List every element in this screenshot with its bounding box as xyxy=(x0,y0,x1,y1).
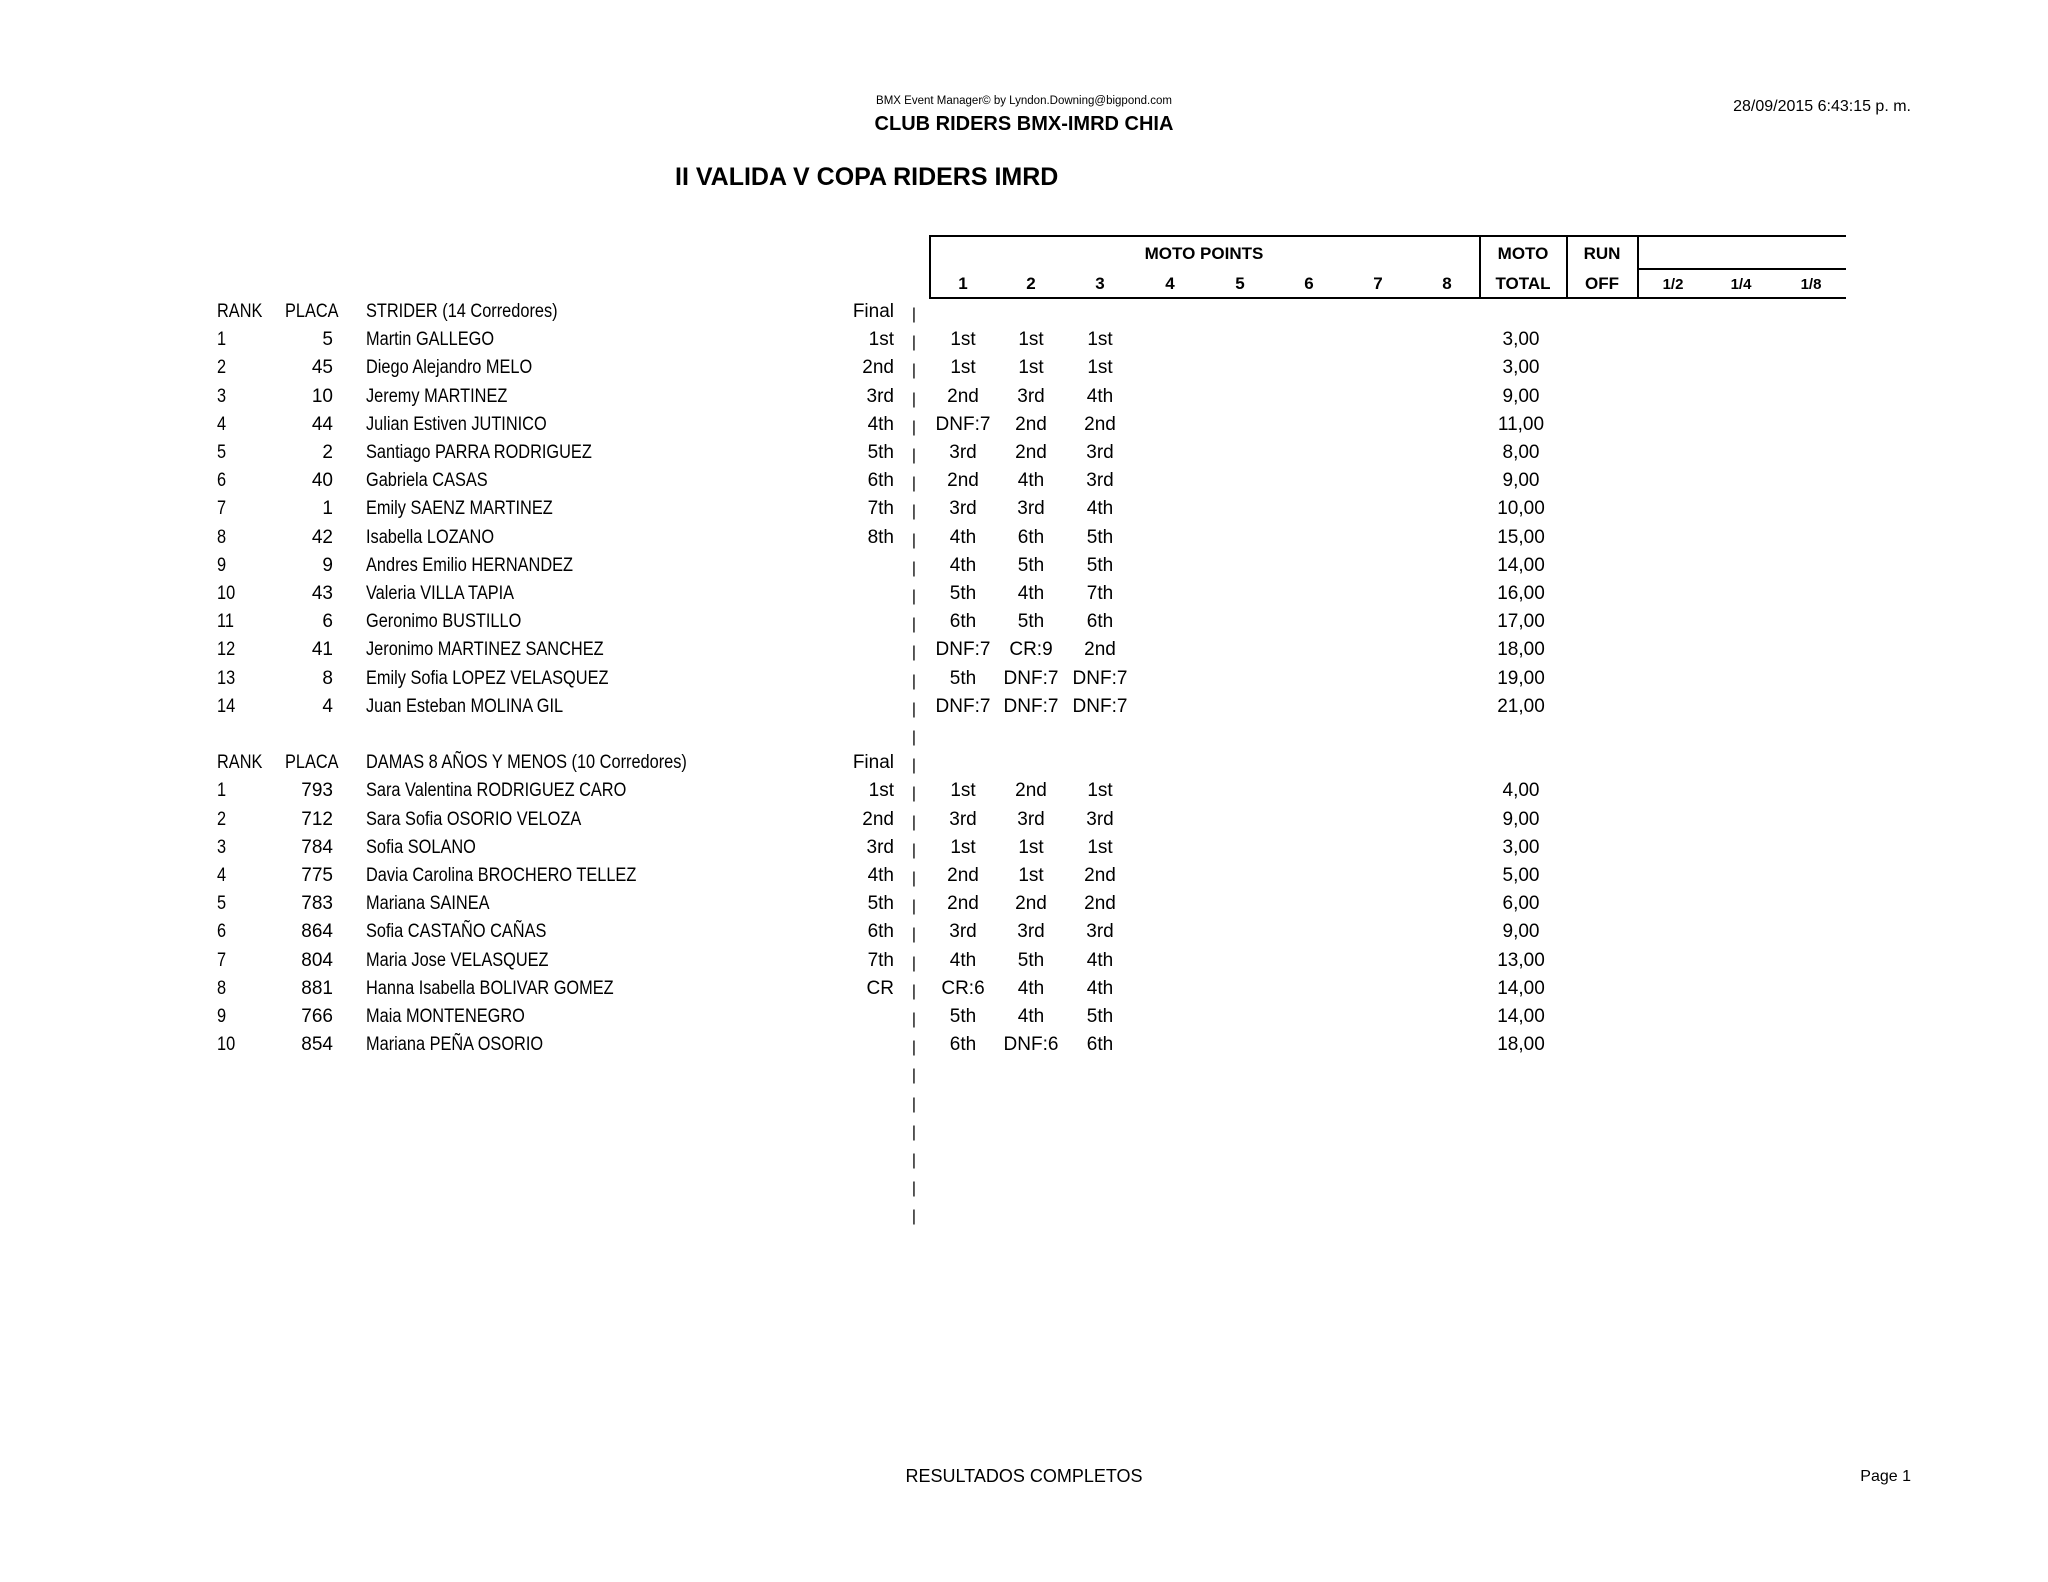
table-row xyxy=(0,862,2048,890)
rider-name: Gabriela CASAS xyxy=(366,470,488,492)
column-divider: | xyxy=(911,418,917,436)
plate-cell: 5 xyxy=(322,329,333,351)
empty-row xyxy=(0,1116,2048,1144)
table-row xyxy=(0,354,2048,382)
rider-name: Hanna Isabella BOLIVAR GOMEZ xyxy=(366,977,614,999)
plate-cell: 43 xyxy=(311,583,333,604)
empty-row xyxy=(0,1059,2048,1087)
rider-name: Andres Emilio HERNANDEZ xyxy=(366,554,574,576)
event-title: II VALIDA V COPA RIDERS IMRD xyxy=(675,163,1059,191)
plate-column-label: PLACA xyxy=(285,301,339,322)
rider-name: Jeremy MARTINEZ xyxy=(366,385,508,407)
moto-total: 14,00 xyxy=(1497,977,1545,999)
moto-1-result: 1st xyxy=(950,780,976,802)
moto-3-result: 3rd xyxy=(1086,470,1114,492)
header-top-rule xyxy=(929,235,1846,237)
table-row xyxy=(0,552,2048,580)
moto-total: 6,00 xyxy=(1502,893,1540,915)
rank-cell: 2 xyxy=(217,808,227,830)
moto-2-result: CR:9 xyxy=(1009,639,1053,661)
plate-cell: 793 xyxy=(301,780,333,802)
moto-1-result: 2nd xyxy=(947,865,979,886)
moto-2-result: 5th xyxy=(1017,554,1045,576)
final-place: 5th xyxy=(867,442,894,463)
rank-cell: 9 xyxy=(217,1006,227,1027)
moto-3-result: DNF:7 xyxy=(1072,695,1128,717)
moto-1-result: 3rd xyxy=(949,921,977,943)
table-row xyxy=(0,806,2048,834)
column-divider: | xyxy=(911,1152,917,1169)
rider-name: Geronimo BUSTILLO xyxy=(366,611,522,633)
moto-2-result: 2nd xyxy=(1015,413,1047,435)
moto-2-result: 3rd xyxy=(1017,385,1045,407)
column-divider: | xyxy=(911,813,917,831)
plate-cell: 6 xyxy=(322,611,333,633)
plate-cell: 10 xyxy=(311,385,333,407)
moto-total: 9,00 xyxy=(1502,921,1540,943)
moto-3-result: 3rd xyxy=(1086,808,1114,830)
final-place: 7th xyxy=(867,949,894,971)
moto-1-heading: 1 xyxy=(958,274,968,293)
rank-cell: 10 xyxy=(217,1034,236,1056)
final-place: 6th xyxy=(867,921,894,943)
moto-total: 9,00 xyxy=(1502,470,1540,492)
moto-total: 10,00 xyxy=(1497,498,1545,520)
class-name: STRIDER (14 Corredores) xyxy=(366,301,558,322)
moto-total: 14,00 xyxy=(1497,1006,1545,1027)
table-row xyxy=(0,580,2048,608)
final-place: 6th xyxy=(867,470,894,492)
moto-2-result: DNF:6 xyxy=(1003,1034,1059,1056)
column-divider: | xyxy=(911,447,917,464)
rank-cell: 4 xyxy=(217,865,227,886)
final-place: 3rd xyxy=(866,836,894,858)
column-divider: | xyxy=(911,1067,917,1085)
moto-1-result: CR:6 xyxy=(941,977,985,999)
moto-8-heading: 8 xyxy=(1442,274,1452,293)
moto-3-result: 1st xyxy=(1087,836,1113,858)
plate-cell: 8 xyxy=(322,667,333,689)
moto-total-heading-bottom: TOTAL xyxy=(1495,274,1551,293)
column-divider: | xyxy=(911,982,917,1000)
moto-2-result: 4th xyxy=(1017,1006,1045,1027)
moto-7-heading: 7 xyxy=(1373,274,1383,293)
moto-1-result: 4th xyxy=(949,554,977,576)
semi-final-heading: 1/2 xyxy=(1662,276,1684,293)
rank-cell: 3 xyxy=(217,836,227,858)
moto-total-heading-top: MOTO xyxy=(1497,244,1549,263)
table-row xyxy=(0,636,2048,664)
rider-name: Juan Esteban MOLINA GIL xyxy=(366,695,564,717)
column-divider: | xyxy=(911,1180,917,1198)
column-divider: | xyxy=(911,588,917,605)
moto-1-result: DNF:7 xyxy=(935,413,991,435)
run-off-heading-top: RUN xyxy=(1583,244,1621,263)
moto-1-result: 3rd xyxy=(949,442,977,463)
rider-name: Jeronimo MARTINEZ SANCHEZ xyxy=(366,639,604,661)
table-row xyxy=(0,439,2048,467)
table-row xyxy=(0,693,2048,721)
moto-1-result: 5th xyxy=(949,583,977,604)
moto-2-result: 1st xyxy=(1018,865,1044,886)
moto-5-heading: 5 xyxy=(1235,274,1245,293)
moto-1-result: 1st xyxy=(950,357,976,379)
plate-cell: 9 xyxy=(322,554,333,576)
plate-cell: 40 xyxy=(311,470,333,492)
rank-cell: 9 xyxy=(217,554,227,576)
column-divider: | xyxy=(911,306,917,323)
table-row xyxy=(0,1003,2048,1031)
moto-2-result: 6th xyxy=(1017,526,1045,548)
empty-row xyxy=(0,1088,2048,1116)
table-row xyxy=(0,834,2048,862)
column-divider: | xyxy=(911,926,917,944)
rank-column-label: RANK xyxy=(217,301,263,322)
class-header xyxy=(0,298,2048,326)
final-place: CR xyxy=(866,977,894,999)
rank-cell: 10 xyxy=(217,583,236,604)
rider-name: Valeria VILLA TAPIA xyxy=(366,583,515,604)
moto-total: 3,00 xyxy=(1502,836,1540,858)
column-divider: | xyxy=(911,841,917,859)
moto-3-result: 5th xyxy=(1086,1006,1114,1027)
final-place: 5th xyxy=(867,893,894,915)
moto-3-result: 5th xyxy=(1086,526,1114,548)
moto-3-result: 4th xyxy=(1086,498,1114,520)
rank-cell: 6 xyxy=(217,921,227,943)
empty-row xyxy=(0,721,2048,749)
class-header xyxy=(0,749,2048,777)
moto-2-result: DNF:7 xyxy=(1003,667,1059,689)
software-credit: BMX Event Manager© by Lyndon.Downing@bigpond.com xyxy=(876,95,1172,107)
empty-row xyxy=(0,1200,2048,1228)
rank-column-label: RANK xyxy=(217,752,263,774)
moto-1-result: DNF:7 xyxy=(935,639,991,661)
plate-cell: 45 xyxy=(311,357,333,379)
moto-1-result: 4th xyxy=(949,526,977,548)
rank-cell: 14 xyxy=(217,695,236,717)
rank-cell: 5 xyxy=(217,893,227,915)
rider-name: Emily Sofia LOPEZ VELASQUEZ xyxy=(366,667,609,689)
moto-3-result: 2nd xyxy=(1084,893,1116,915)
moto-1-result: 2nd xyxy=(947,385,979,407)
table-row xyxy=(0,495,2048,523)
moto-3-result: 5th xyxy=(1086,554,1114,576)
rank-cell: 8 xyxy=(217,977,227,999)
moto-total: 18,00 xyxy=(1497,639,1545,661)
rank-cell: 6 xyxy=(217,470,227,492)
rank-cell: 11 xyxy=(217,611,234,633)
moto-3-heading: 3 xyxy=(1095,274,1105,293)
rank-cell: 1 xyxy=(217,780,227,802)
final-column-label: Final xyxy=(852,301,894,322)
final-place: 2nd xyxy=(862,808,894,830)
plate-cell: 4 xyxy=(322,695,333,717)
moto-3-result: DNF:7 xyxy=(1072,667,1128,689)
footer-title: RESULTADOS COMPLETOS xyxy=(905,1466,1143,1486)
rank-cell: 1 xyxy=(217,329,227,351)
moto-2-result: 3rd xyxy=(1017,808,1045,830)
plate-cell: 712 xyxy=(301,808,333,830)
rank-cell: 3 xyxy=(217,385,227,407)
column-divider: | xyxy=(911,1039,917,1057)
moto-1-result: DNF:7 xyxy=(935,695,991,717)
plate-cell: 1 xyxy=(322,498,333,520)
finals-mid-rule xyxy=(1638,268,1846,270)
rank-cell: 5 xyxy=(217,442,227,463)
moto-6-heading: 6 xyxy=(1304,274,1314,293)
moto-total: 5,00 xyxy=(1502,865,1540,886)
final-place: 1st xyxy=(868,780,894,802)
rank-cell: 12 xyxy=(217,639,236,661)
final-place: 7th xyxy=(867,498,894,520)
moto-2-result: 1st xyxy=(1018,329,1044,351)
plate-cell: 783 xyxy=(301,893,333,915)
empty-row xyxy=(0,1144,2048,1172)
rider-name: Mariana PEÑA OSORIO xyxy=(366,1034,544,1056)
rider-name: Sara Sofia OSORIO VELOZA xyxy=(366,808,582,830)
moto-points-heading: MOTO POINTS xyxy=(1144,244,1264,263)
moto-2-result: 1st xyxy=(1018,357,1044,379)
table-row xyxy=(0,777,2048,805)
moto-total: 14,00 xyxy=(1497,554,1545,576)
empty-row xyxy=(0,1172,2048,1200)
plate-cell: 766 xyxy=(301,1006,333,1027)
column-divider: | xyxy=(911,1095,917,1113)
table-row xyxy=(0,975,2048,1003)
column-divider: | xyxy=(911,616,917,634)
moto-total: 19,00 xyxy=(1497,667,1545,689)
table-row xyxy=(0,665,2048,693)
moto-4-heading: 4 xyxy=(1165,274,1175,293)
moto-total: 13,00 xyxy=(1497,949,1545,971)
final-column-label: Final xyxy=(852,752,894,774)
moto-1-result: 1st xyxy=(950,836,976,858)
rider-name: Maia MONTENEGRO xyxy=(366,1006,525,1027)
final-place: 8th xyxy=(867,526,894,548)
column-divider: | xyxy=(911,1123,917,1141)
moto-total: 8,00 xyxy=(1502,442,1540,463)
moto-3-result: 3rd xyxy=(1086,442,1114,463)
rider-name: Julian Estiven JUTINICO xyxy=(366,413,547,435)
eighth-final-heading: 1/8 xyxy=(1800,276,1822,293)
moto-total: 16,00 xyxy=(1497,583,1545,604)
column-divider: | xyxy=(911,1011,917,1028)
table-row xyxy=(0,467,2048,495)
moto-2-result: 2nd xyxy=(1015,893,1047,915)
plate-cell: 44 xyxy=(311,413,333,435)
club-name: CLUB RIDERS BMX-IMRD CHIA xyxy=(874,113,1174,135)
moto-total: 11,00 xyxy=(1497,413,1545,435)
column-divider: | xyxy=(911,898,917,916)
final-place: 3rd xyxy=(866,385,894,407)
column-divider: | xyxy=(911,559,917,577)
column-divider: | xyxy=(911,644,917,662)
column-divider: | xyxy=(911,729,917,746)
rank-cell: 7 xyxy=(217,949,227,971)
rider-name: Maria Jose VELASQUEZ xyxy=(366,949,549,971)
moto-3-result: 6th xyxy=(1086,1034,1114,1056)
table-row xyxy=(0,524,2048,552)
plate-cell: 2 xyxy=(322,442,333,463)
plate-cell: 775 xyxy=(301,865,333,886)
rider-name: Diego Alejandro MELO xyxy=(366,357,533,379)
moto-1-result: 6th xyxy=(949,611,977,633)
rider-name: Sofia CASTAÑO CAÑAS xyxy=(366,921,547,943)
final-place: 4th xyxy=(867,413,894,435)
moto-3-result: 1st xyxy=(1087,329,1113,351)
final-place: 4th xyxy=(867,865,894,886)
moto-3-result: 2nd xyxy=(1084,413,1116,435)
rider-name: Sofia SOLANO xyxy=(366,836,476,858)
rider-name: Santiago PARRA RODRIGUEZ xyxy=(366,442,592,463)
moto-2-result: 5th xyxy=(1017,949,1045,971)
moto-1-result: 5th xyxy=(949,667,977,689)
moto-2-heading: 2 xyxy=(1026,274,1036,293)
plate-cell: 784 xyxy=(301,836,333,858)
rank-cell: 7 xyxy=(217,498,227,520)
rider-name: Martin GALLEGO xyxy=(366,329,495,351)
final-place: 2nd xyxy=(862,357,894,379)
plate-cell: 41 xyxy=(311,639,333,661)
print-datetime: 28/09/2015 6:43:15 p. m. xyxy=(1733,98,1911,115)
moto-2-result: 4th xyxy=(1017,977,1045,999)
column-divider: | xyxy=(911,390,917,408)
table-row xyxy=(0,608,2048,636)
moto-3-result: 4th xyxy=(1086,977,1114,999)
rider-name: Isabella LOZANO xyxy=(366,526,495,548)
column-divider: | xyxy=(911,785,917,803)
column-divider: | xyxy=(911,334,917,352)
table-row xyxy=(0,411,2048,439)
moto-3-result: 7th xyxy=(1086,583,1114,604)
moto-1-result: 4th xyxy=(949,949,977,971)
moto-total: 17,00 xyxy=(1497,611,1545,633)
final-place: 1st xyxy=(868,329,894,351)
moto-3-result: 4th xyxy=(1086,385,1114,407)
rider-name: Davia Carolina BROCHERO TELLEZ xyxy=(366,865,637,886)
run-off-heading-bottom: OFF xyxy=(1585,274,1619,293)
moto-3-result: 4th xyxy=(1086,949,1114,971)
table-row xyxy=(0,383,2048,411)
column-divider: | xyxy=(911,503,917,521)
table-row xyxy=(0,326,2048,354)
moto-1-result: 3rd xyxy=(949,498,977,520)
moto-total: 21,00 xyxy=(1497,695,1545,717)
rank-cell: 8 xyxy=(217,526,227,548)
moto-2-result: 4th xyxy=(1017,470,1045,492)
rider-name: Mariana SAINEA xyxy=(366,893,490,915)
moto-1-result: 3rd xyxy=(949,808,977,830)
column-divider: | xyxy=(911,362,917,380)
moto-2-result: 3rd xyxy=(1017,498,1045,520)
moto-2-result: 5th xyxy=(1017,611,1045,633)
moto-total: 4,00 xyxy=(1502,780,1540,802)
rank-cell: 2 xyxy=(217,357,227,379)
column-divider: | xyxy=(911,1208,917,1226)
moto-3-result: 2nd xyxy=(1084,865,1116,886)
plate-cell: 881 xyxy=(301,977,333,999)
plate-cell: 42 xyxy=(311,526,333,548)
column-divider: | xyxy=(911,475,917,493)
moto-1-result: 1st xyxy=(950,329,976,351)
column-divider: | xyxy=(911,700,917,718)
moto-2-result: 4th xyxy=(1017,583,1045,604)
table-row xyxy=(0,918,2048,946)
moto-1-result: 5th xyxy=(949,1006,977,1027)
moto-total: 15,00 xyxy=(1497,526,1545,548)
moto-total: 9,00 xyxy=(1502,808,1540,830)
column-divider: | xyxy=(911,531,917,549)
column-divider: | xyxy=(911,870,917,887)
plate-column-label: PLACA xyxy=(285,752,339,774)
moto-3-result: 6th xyxy=(1086,611,1114,633)
plate-cell: 804 xyxy=(301,949,333,971)
moto-total: 3,00 xyxy=(1502,357,1540,379)
class-name: DAMAS 8 AÑOS Y MENOS (10 Corredores) xyxy=(366,752,687,774)
moto-total: 3,00 xyxy=(1502,329,1540,351)
plate-cell: 854 xyxy=(301,1034,333,1056)
page-number: Page 1 xyxy=(1860,1468,1911,1485)
moto-3-result: 1st xyxy=(1087,780,1113,802)
quarter-final-heading: 1/4 xyxy=(1730,276,1752,293)
moto-1-result: 2nd xyxy=(947,470,979,492)
moto-2-result: 2nd xyxy=(1015,780,1047,802)
moto-3-result: 2nd xyxy=(1084,639,1116,661)
moto-2-result: 2nd xyxy=(1015,442,1047,463)
plate-cell: 864 xyxy=(301,921,333,943)
rider-name: Emily SAENZ MARTINEZ xyxy=(366,498,553,520)
column-divider: | xyxy=(911,954,917,972)
moto-3-result: 1st xyxy=(1087,357,1113,379)
moto-3-result: 3rd xyxy=(1086,921,1114,943)
rank-cell: 4 xyxy=(217,413,227,435)
table-row xyxy=(0,947,2048,975)
rank-cell: 13 xyxy=(217,667,236,689)
moto-1-result: 6th xyxy=(949,1034,977,1056)
rider-name: Sara Valentina RODRIGUEZ CARO xyxy=(366,780,627,802)
moto-2-result: 1st xyxy=(1018,836,1044,858)
table-row xyxy=(0,890,2048,918)
moto-total: 18,00 xyxy=(1497,1034,1545,1056)
table-row xyxy=(0,1031,2048,1059)
column-divider: | xyxy=(911,672,917,690)
column-divider: | xyxy=(911,757,917,775)
moto-1-result: 2nd xyxy=(947,893,979,915)
moto-2-result: DNF:7 xyxy=(1003,695,1059,717)
moto-2-result: 3rd xyxy=(1017,921,1045,943)
moto-total: 9,00 xyxy=(1502,385,1540,407)
